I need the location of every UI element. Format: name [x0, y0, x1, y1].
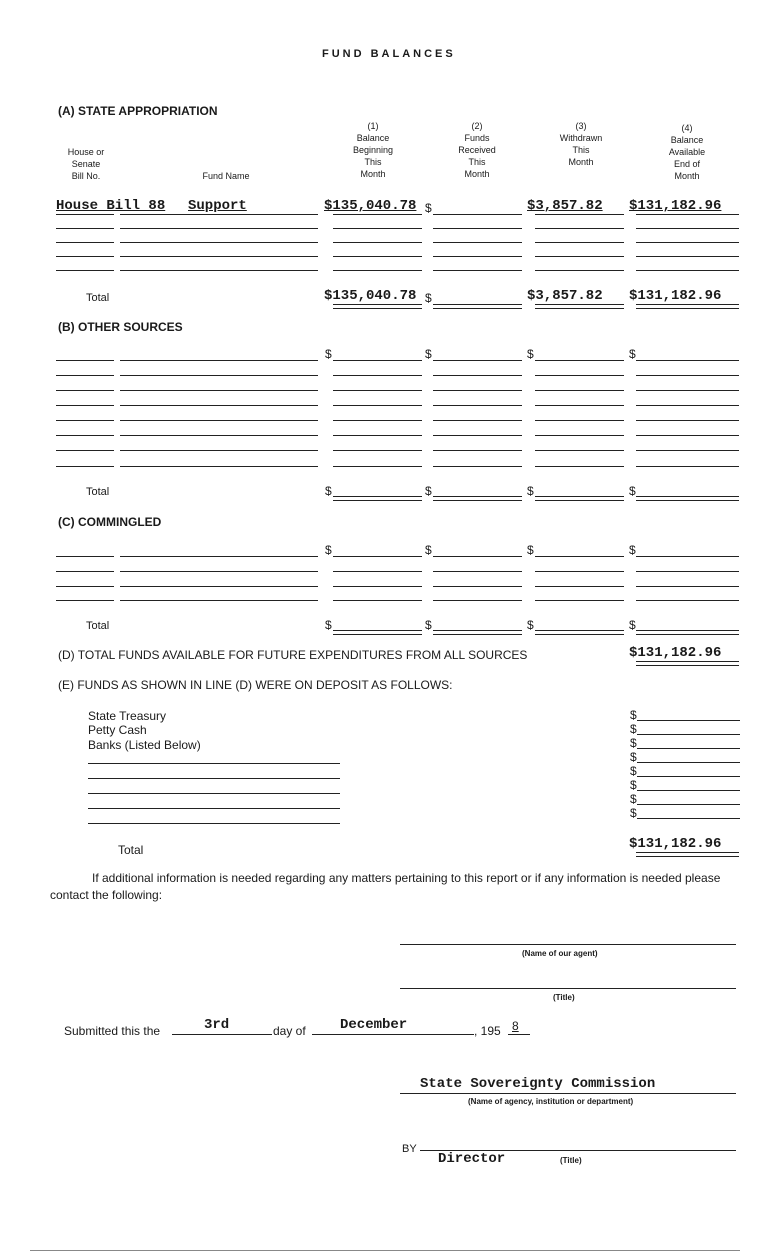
header-col2: (2) Funds Received This Month [458, 121, 496, 179]
agent-title-caption: (Title) [553, 993, 575, 1002]
signer-title: Director [438, 1151, 506, 1167]
line-d-underline [636, 661, 739, 666]
total-e-label: Total [118, 843, 144, 857]
signer-title-caption: (Title) [560, 1156, 582, 1165]
row-b1-col3-dollar: $ [527, 347, 534, 361]
total-c-label: Total [86, 620, 110, 632]
total-e-underline [636, 852, 739, 857]
day-of-label: day of [273, 1024, 306, 1038]
row-a1-bill: House Bill 88 [56, 198, 166, 214]
deposit-state-treasury: State Treasury [88, 709, 167, 723]
total-b-col3-dollar: $ [527, 484, 534, 498]
year-prefix: , 195 [474, 1024, 501, 1038]
total-b-label: Total [86, 486, 110, 498]
year-digit: 8 [512, 1019, 519, 1033]
row-a1-fund: Support [188, 198, 247, 214]
header-bill-no: House or Senate Bill No. [67, 147, 105, 181]
header-col1: (1) Balance Beginning This Month [352, 121, 394, 179]
section-a-heading: (A) STATE APPROPRIATION [58, 104, 218, 118]
total-b-col1-dollar: $ [325, 484, 332, 498]
year-line [508, 1034, 530, 1035]
total-b-col2-dollar: $ [425, 484, 432, 498]
total-a-col2: $ [425, 291, 432, 305]
row-a1-col3: $3,857.82 [527, 198, 603, 214]
deposit-banks: Banks (Listed Below) [88, 738, 201, 752]
agent-name-line [400, 944, 736, 945]
header-col3: (3) Withdrawn This Month [559, 121, 603, 167]
contact-paragraph: If additional information is needed regarding any matters pertaining to this report or if any information is needed please contact the following: [50, 871, 721, 902]
form-title: FUND BALANCES [322, 48, 456, 60]
total-a-label: Total [86, 292, 110, 304]
line-e-label: (E) FUNDS AS SHOWN IN LINE (D) WERE ON DEPOSIT AS FOLLOWS: [58, 678, 453, 692]
agent-caption: (Name of our agent) [522, 949, 598, 958]
submitted-month-line [312, 1034, 474, 1035]
total-a-col1: $135,040.78 [324, 288, 417, 304]
agent-title-line [400, 988, 736, 989]
row-c1-col4-dollar: $ [629, 543, 636, 557]
row-b1-col1-dollar: $ [325, 347, 332, 361]
header-col4: (4) Balance Available End of Month [668, 123, 706, 181]
page-bottom-rule [30, 1250, 740, 1251]
total-b-col4-dollar: $ [629, 484, 636, 498]
row-a1-col4: $131,182.96 [629, 198, 722, 214]
total-c-col3-dollar: $ [527, 618, 534, 632]
submitted-day-line [172, 1034, 272, 1035]
row-c1-col1-dollar: $ [325, 543, 332, 557]
submitted-prefix: Submitted this the [64, 1024, 161, 1038]
submitted-day: 3rd [204, 1017, 230, 1033]
line-d-label: (D) TOTAL FUNDS AVAILABLE FOR FUTURE EXPENDITURES FROM ALL SOURCES [58, 648, 528, 662]
total-c-col1-dollar: $ [325, 618, 332, 632]
by-label: BY [402, 1143, 417, 1155]
section-b-heading: (B) OTHER SOURCES [58, 320, 183, 334]
submitted-month: December [340, 1017, 408, 1033]
row-a1-col1: $135,040.78 [324, 198, 417, 214]
agency-name: State Sovereignty Commission [420, 1076, 656, 1092]
row-c1-col2-dollar: $ [425, 543, 432, 557]
row-c1-col3-dollar: $ [527, 543, 534, 557]
line-d-value: $131,182.96 [629, 645, 722, 661]
total-c-col2-dollar: $ [425, 618, 432, 632]
total-a-col3: $3,857.82 [527, 288, 603, 304]
header-fund-name: Fund Name [202, 171, 250, 181]
total-a-col4: $131,182.96 [629, 288, 722, 304]
agency-caption: (Name of agency, institution or department) [468, 1097, 634, 1106]
total-e-value: $131,182.96 [629, 836, 722, 852]
section-c-heading: (C) COMMINGLED [58, 515, 162, 529]
row-b1-col2-dollar: $ [425, 347, 432, 361]
row-a1-col2: $ [425, 201, 432, 215]
agency-line [400, 1093, 736, 1094]
deposit-petty-cash: Petty Cash [88, 723, 147, 737]
row-b1-col4-dollar: $ [629, 347, 636, 361]
total-c-col4-dollar: $ [629, 618, 636, 632]
